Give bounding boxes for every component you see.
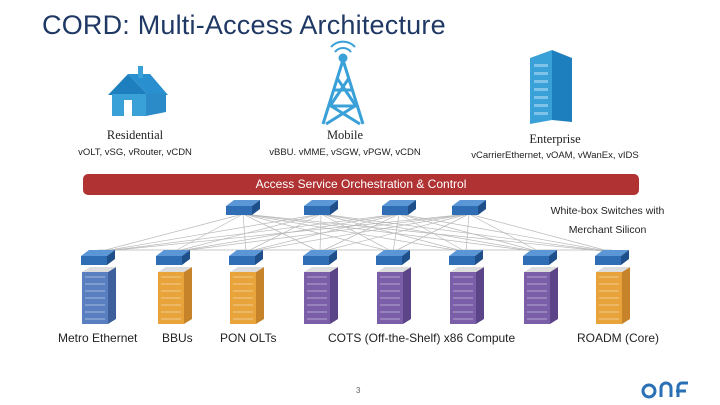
segment-enterprise-label: Enterprise xyxy=(529,132,581,146)
segment-residential-functions: vOLT, vSG, vRouter, vCDN xyxy=(78,147,192,158)
leaf-switches xyxy=(81,250,629,265)
leaf-switch-icon xyxy=(156,250,190,265)
label-roadm-core: ROADM (Core) xyxy=(577,331,660,345)
roadm-rack-icon xyxy=(596,267,630,324)
bbu-rack-icon xyxy=(158,267,192,324)
switch-note-line1: White-box Switches with xyxy=(550,205,665,217)
house-icon xyxy=(108,66,168,116)
onf-logo xyxy=(643,383,688,397)
spine-switch-icon xyxy=(304,200,338,215)
leaf-switch-icon xyxy=(595,250,629,265)
leaf-switch-icon xyxy=(229,250,263,265)
metro-ethernet-rack-icon xyxy=(82,267,116,324)
leaf-switch-icon xyxy=(303,250,337,265)
equipment-racks xyxy=(82,267,630,324)
spine-switch-icon xyxy=(452,200,486,215)
leaf-switch-icon xyxy=(523,250,557,265)
segment-mobile-functions: vBBU. vMME, vSGW, vPGW, vCDN xyxy=(269,147,421,158)
cots-compute-rack-icon xyxy=(304,267,338,324)
segment-mobile-label: Mobile xyxy=(326,128,364,142)
spine-switches xyxy=(226,200,486,215)
segment-enterprise-functions: vCarrierEthernet, vOAM, vWanEx, vIDS xyxy=(471,150,639,161)
switch-interconnect-lines xyxy=(98,214,612,252)
label-metro-ethernet: Metro Ethernet xyxy=(58,331,138,345)
segment-residential-label: Residential xyxy=(106,128,164,142)
label-cots-compute: COTS (Off-the-Shelf) x86 Compute xyxy=(328,331,516,345)
pon-olt-rack-icon xyxy=(230,267,264,324)
office-building-icon xyxy=(530,50,572,124)
leaf-switch-icon xyxy=(449,250,483,265)
switch-note-line2: Merchant Silicon xyxy=(568,224,647,236)
label-pon-olts: PON OLTs xyxy=(220,331,277,345)
label-bbus: BBUs xyxy=(162,331,193,345)
spine-switch-icon xyxy=(226,200,260,215)
cots-compute-rack-icon xyxy=(524,267,558,324)
cots-compute-rack-icon xyxy=(377,267,411,324)
cell-tower-icon xyxy=(323,42,363,124)
leaf-switch-icon xyxy=(81,250,115,265)
cots-compute-rack-icon xyxy=(450,267,484,324)
page-number: 3 xyxy=(356,386,361,395)
page-title: CORD: Multi-Access Architecture xyxy=(42,10,446,40)
spine-switch-icon xyxy=(382,200,416,215)
orchestration-banner: Access Service Orchestration & Control xyxy=(83,174,639,195)
leaf-switch-icon xyxy=(376,250,410,265)
